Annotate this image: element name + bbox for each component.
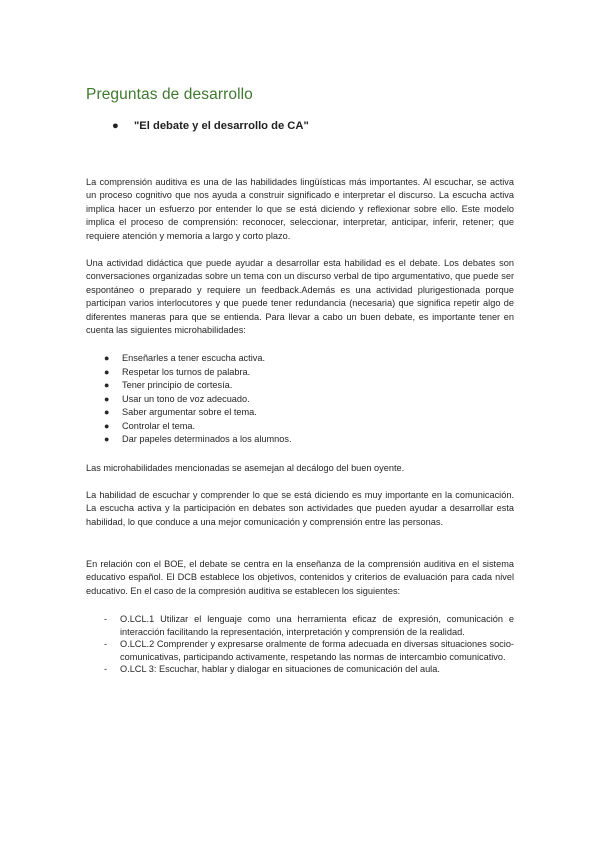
- bullet-icon: ●: [104, 393, 110, 404]
- list-item: ● Controlar el tema.: [104, 420, 292, 434]
- paragraph-decalogo: Las microhabilidades mencionadas se asemejan al decálogo del buen oyente.: [86, 463, 405, 473]
- list-item: - O.LCL 3: Escuchar, hablar y dialogar en situaciones de comunicación del aula.: [104, 664, 440, 675]
- list-item: - O.LCL.1 Utilizar el lenguaje como una herramienta eficaz de expresión, comunicación e interacción facilitando la representación, interpretación y comprensión de la realidad.: [104, 614, 514, 637]
- list-item: ● Saber argumentar sobre el tema.: [104, 406, 292, 420]
- objetivos-list: [104, 613, 514, 676]
- topic-title-text: "El debate y el desarrollo de CA": [134, 120, 309, 132]
- bullet-icon: ●: [104, 353, 110, 363]
- bullet-icon: ●: [104, 434, 110, 444]
- list-item: ● Dar papeles determinados a los alumnos.: [104, 433, 292, 447]
- bullet-icon: ●: [104, 407, 110, 417]
- bullet-icon: ●: [104, 420, 110, 431]
- list-item: ● Enseñarles a tener escucha activa.: [104, 352, 292, 366]
- dash-marker: -: [104, 639, 108, 650]
- dash-marker: -: [104, 614, 108, 624]
- bullet-icon: ●: [104, 366, 110, 377]
- bullet-icon: ●: [112, 120, 119, 132]
- paragraph-debate: Una actividad didáctica que puede ayudar a desarrollar esta habilidad es el debate. Los debates son conversaciones organizadas sobre un tema con un discurso verbal de tipo argumentativo, que puede ser espontáneo o preparado y requiere un feedback.Además es una actividad plurigestionada porque participan varios interlocutores y que puede tener redundancia (necesaria) que significa repetir algo de diferentes maneras para que se entienda. Para llevar a cabo un buen debate, es importante tener en cuenta las siguientes microhabilidades:: [86, 258, 514, 336]
- bullet-icon: ●: [104, 380, 110, 390]
- dash-marker: -: [104, 664, 108, 675]
- list-item: ● Usar un tono de voz adecuado.: [104, 393, 292, 407]
- list-item: - O.LCL.2 Comprender y expresarse oralmente de forma adecuada en diversas situaciones socio-comunicativas, participando activamente, respetando las normas de intercambio comunicativo.: [104, 639, 514, 662]
- topic-title: [112, 120, 309, 132]
- microhabilidades-list: [104, 352, 292, 447]
- paragraph-habilidad: La habilidad de escuchar y comprender lo que se está diciendo es muy importante en la comunicación. La escucha activa y la participación en debates son actividades que pueden ayudar a desarrollar esta habilidad, lo que conduce a una mejor comunicación y comprensión entre las personas.: [86, 490, 514, 527]
- list-item: ● Tener principio de cortesía.: [104, 379, 292, 393]
- paragraph-boe: En relación con el BOE, el debate se centra en la enseñanza de la comprensión auditiva en el sistema educativo español. El DCB establece los objetivos, contenidos y criterios de evaluación para cada nivel educativo. En el caso de la compresión auditiva se establecen los siguientes:: [86, 559, 514, 596]
- paragraph-intro: La comprensión auditiva es una de las habilidades lingüísticas más importantes. Al escuchar, se activa un proceso cognitivo que nos ayuda a construir significado e interpretar el discurso. La escucha activa implica hacer un esfuerzo por entender lo que se está diciendo y reflexionar sobre ello. Este modelo implica el proceso de comprensión: reconocer, seleccionar, interpretar, anticipar, inferir, retener; que requiere atención y memoria a largo y corto plazo.: [86, 177, 514, 241]
- section-heading: Preguntas de desarrollo: [86, 86, 253, 103]
- list-item: ● Respetar los turnos de palabra.: [104, 366, 292, 380]
